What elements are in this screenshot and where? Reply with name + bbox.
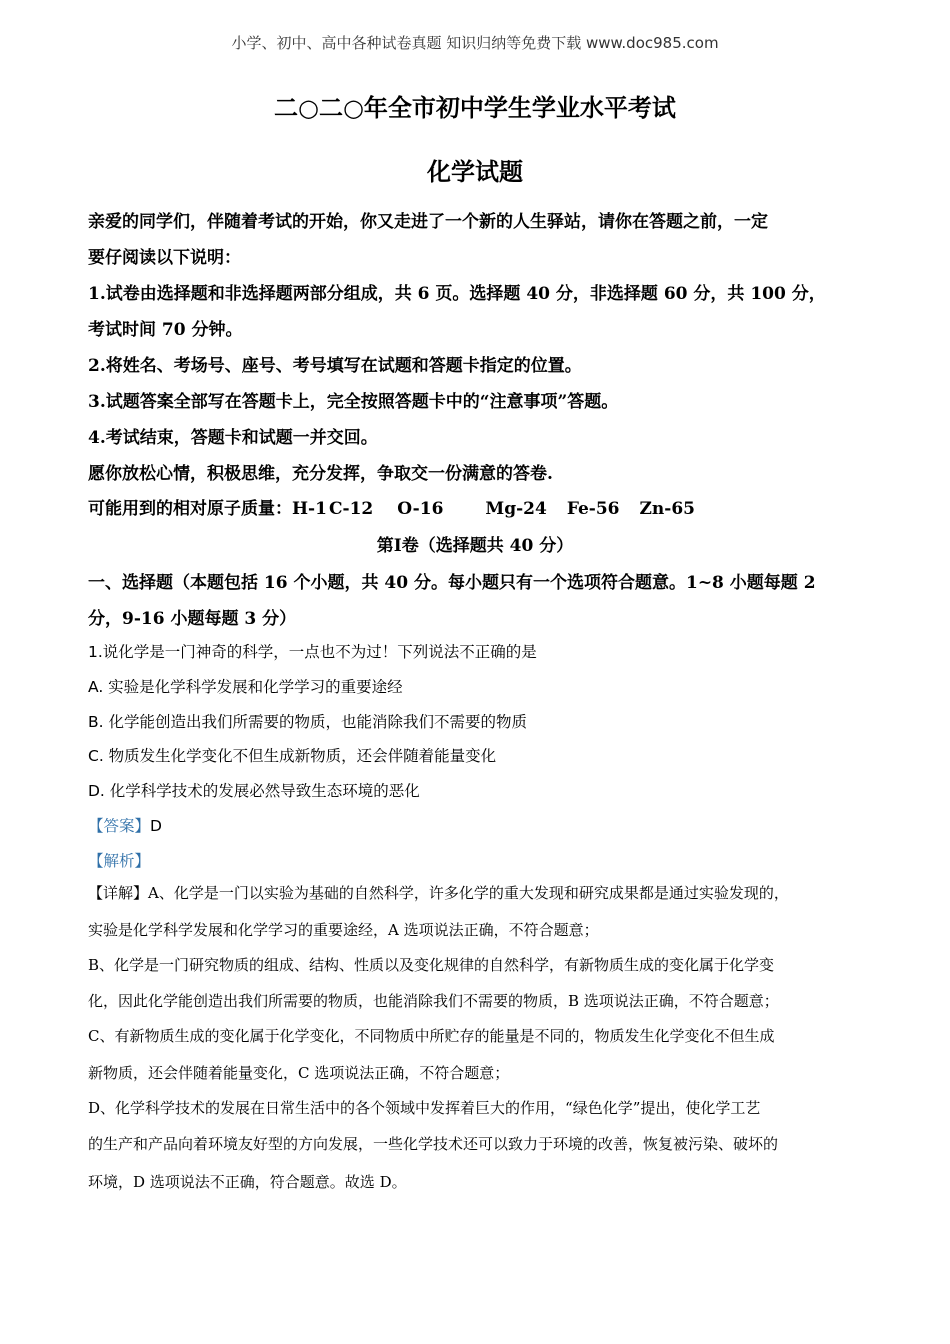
wish-line: 愿你放松心情，积极思维，充分发挥，争取交一份满意的答卷. [88, 464, 553, 484]
instruction-4: 4.考试结束，答题卡和试题一并交回。 [88, 428, 378, 448]
detail-line: B、化学是一门研究物质的组成、结构、性质以及变化规律的自然科学，有新物质生成的变化属于化学变 [88, 956, 775, 974]
detail-line: 新物质，还会伴随着能量变化，C 选项说法正确，不符合题意； [88, 1064, 510, 1082]
mass-fe: Fe-56 [566, 499, 620, 519]
detail-line: 环境，D 选项说法不正确，符合题意。故选 D。 [88, 1173, 407, 1191]
detail-line: 化，因此化学能创造出我们所需要的物质，也能消除我们不需要的物质，B 选项说法正确，不符合题意； [88, 992, 779, 1010]
atomic-mass-line: 可能用到的相对原子质量：H-1 C-12 O-16 Mg-24 Fe-56 Zn-65 [88, 494, 695, 519]
exam-subtitle: 化学试题 [427, 157, 523, 186]
instruction-2: 2.将姓名、考场号、座号、考号填写在试题和答题卡指定的位置。 [88, 356, 582, 376]
mass-c: C-12 [329, 499, 374, 519]
option-d: D. 化学科学技术的发展必然导致生态环境的恶化 [88, 782, 420, 800]
question-1-stem: 1.说化学是一门神奇的科学，一点也不为过！下列说法不正确的是 [88, 643, 537, 661]
intro-line-2: 要仔阅读以下说明： [88, 248, 241, 268]
analysis-tag: 【解析】 [88, 852, 151, 870]
option-a: A. 实验是化学科学发展和化学学习的重要途经 [88, 678, 403, 696]
section1-title-b: 分，9-16 小题每题 3 分） [88, 609, 297, 629]
mass-o: O-16 [397, 499, 444, 519]
instruction-1a: 1.试卷由选择题和非选择题两部分组成，共 6 页。选择题 40 分，非选择题 60 分，共 100 分， [88, 284, 826, 304]
option-c: C. 物质发生化学变化不但生成新物质，还会伴随着能量变化 [88, 747, 497, 765]
exam-title: 二○二○年全市初中学生学业水平考试 [274, 93, 676, 122]
mass-zn: Zn-65 [639, 499, 695, 519]
section1-title-a: 一、选择题（本题包括 16 个小题，共 40 分。每小题只有一个选项符合题意。1~8 小题每题 2 [88, 573, 816, 593]
mass-mg: Mg-24 [485, 499, 547, 519]
atomic-mass-label: 可能用到的相对原子质量： [88, 499, 292, 519]
option-b: B. 化学能创造出我们所需要的物质，也能消除我们不需要的物质 [88, 713, 527, 731]
intro-line-1: 亲爱的同学们，伴随着考试的开始，你又走进了一个新的人生驿站，请你在答题之前，一定 [88, 212, 768, 232]
detail-line: C、有新物质生成的变化属于化学变化，不同物质中所贮存的能量是不同的，物质发生化学变化不但生成 [88, 1027, 775, 1045]
answer-value: D [150, 817, 162, 835]
detail-line: 【详解】A、化学是一门以实验为基础的自然科学，许多化学的重大发现和研究成果都是通过实验发现的， [88, 884, 789, 902]
part1-title: 第Ⅰ卷（选择题共 40 分） [376, 536, 574, 556]
detail-line: D、化学科学技术的发展在日常生活中的各个领域中发挥着巨大的作用，“绿色化学”提出，使化学工艺 [88, 1099, 761, 1117]
page-header: 小学、初中、高中各种试卷真题 知识归纳等免费下载 www.doc985.com [231, 34, 719, 52]
answer-tag: 【答案】 [88, 817, 151, 835]
detail-line: 实验是化学科学发展和化学学习的重要途经，A 选项说法正确，不符合题意； [88, 921, 599, 939]
answer-line [88, 814, 162, 836]
instruction-1b: 考试时间 70 分钟。 [88, 320, 243, 340]
detail-line: 的生产和产品向着环境友好型的方向发展，一些化学技术还可以致力于环境的改善，恢复被污染、破坏的 [88, 1135, 779, 1153]
instruction-3: 3.试题答案全部写在答题卡上，完全按照答题卡中的“注意事项”答题。 [88, 392, 619, 412]
